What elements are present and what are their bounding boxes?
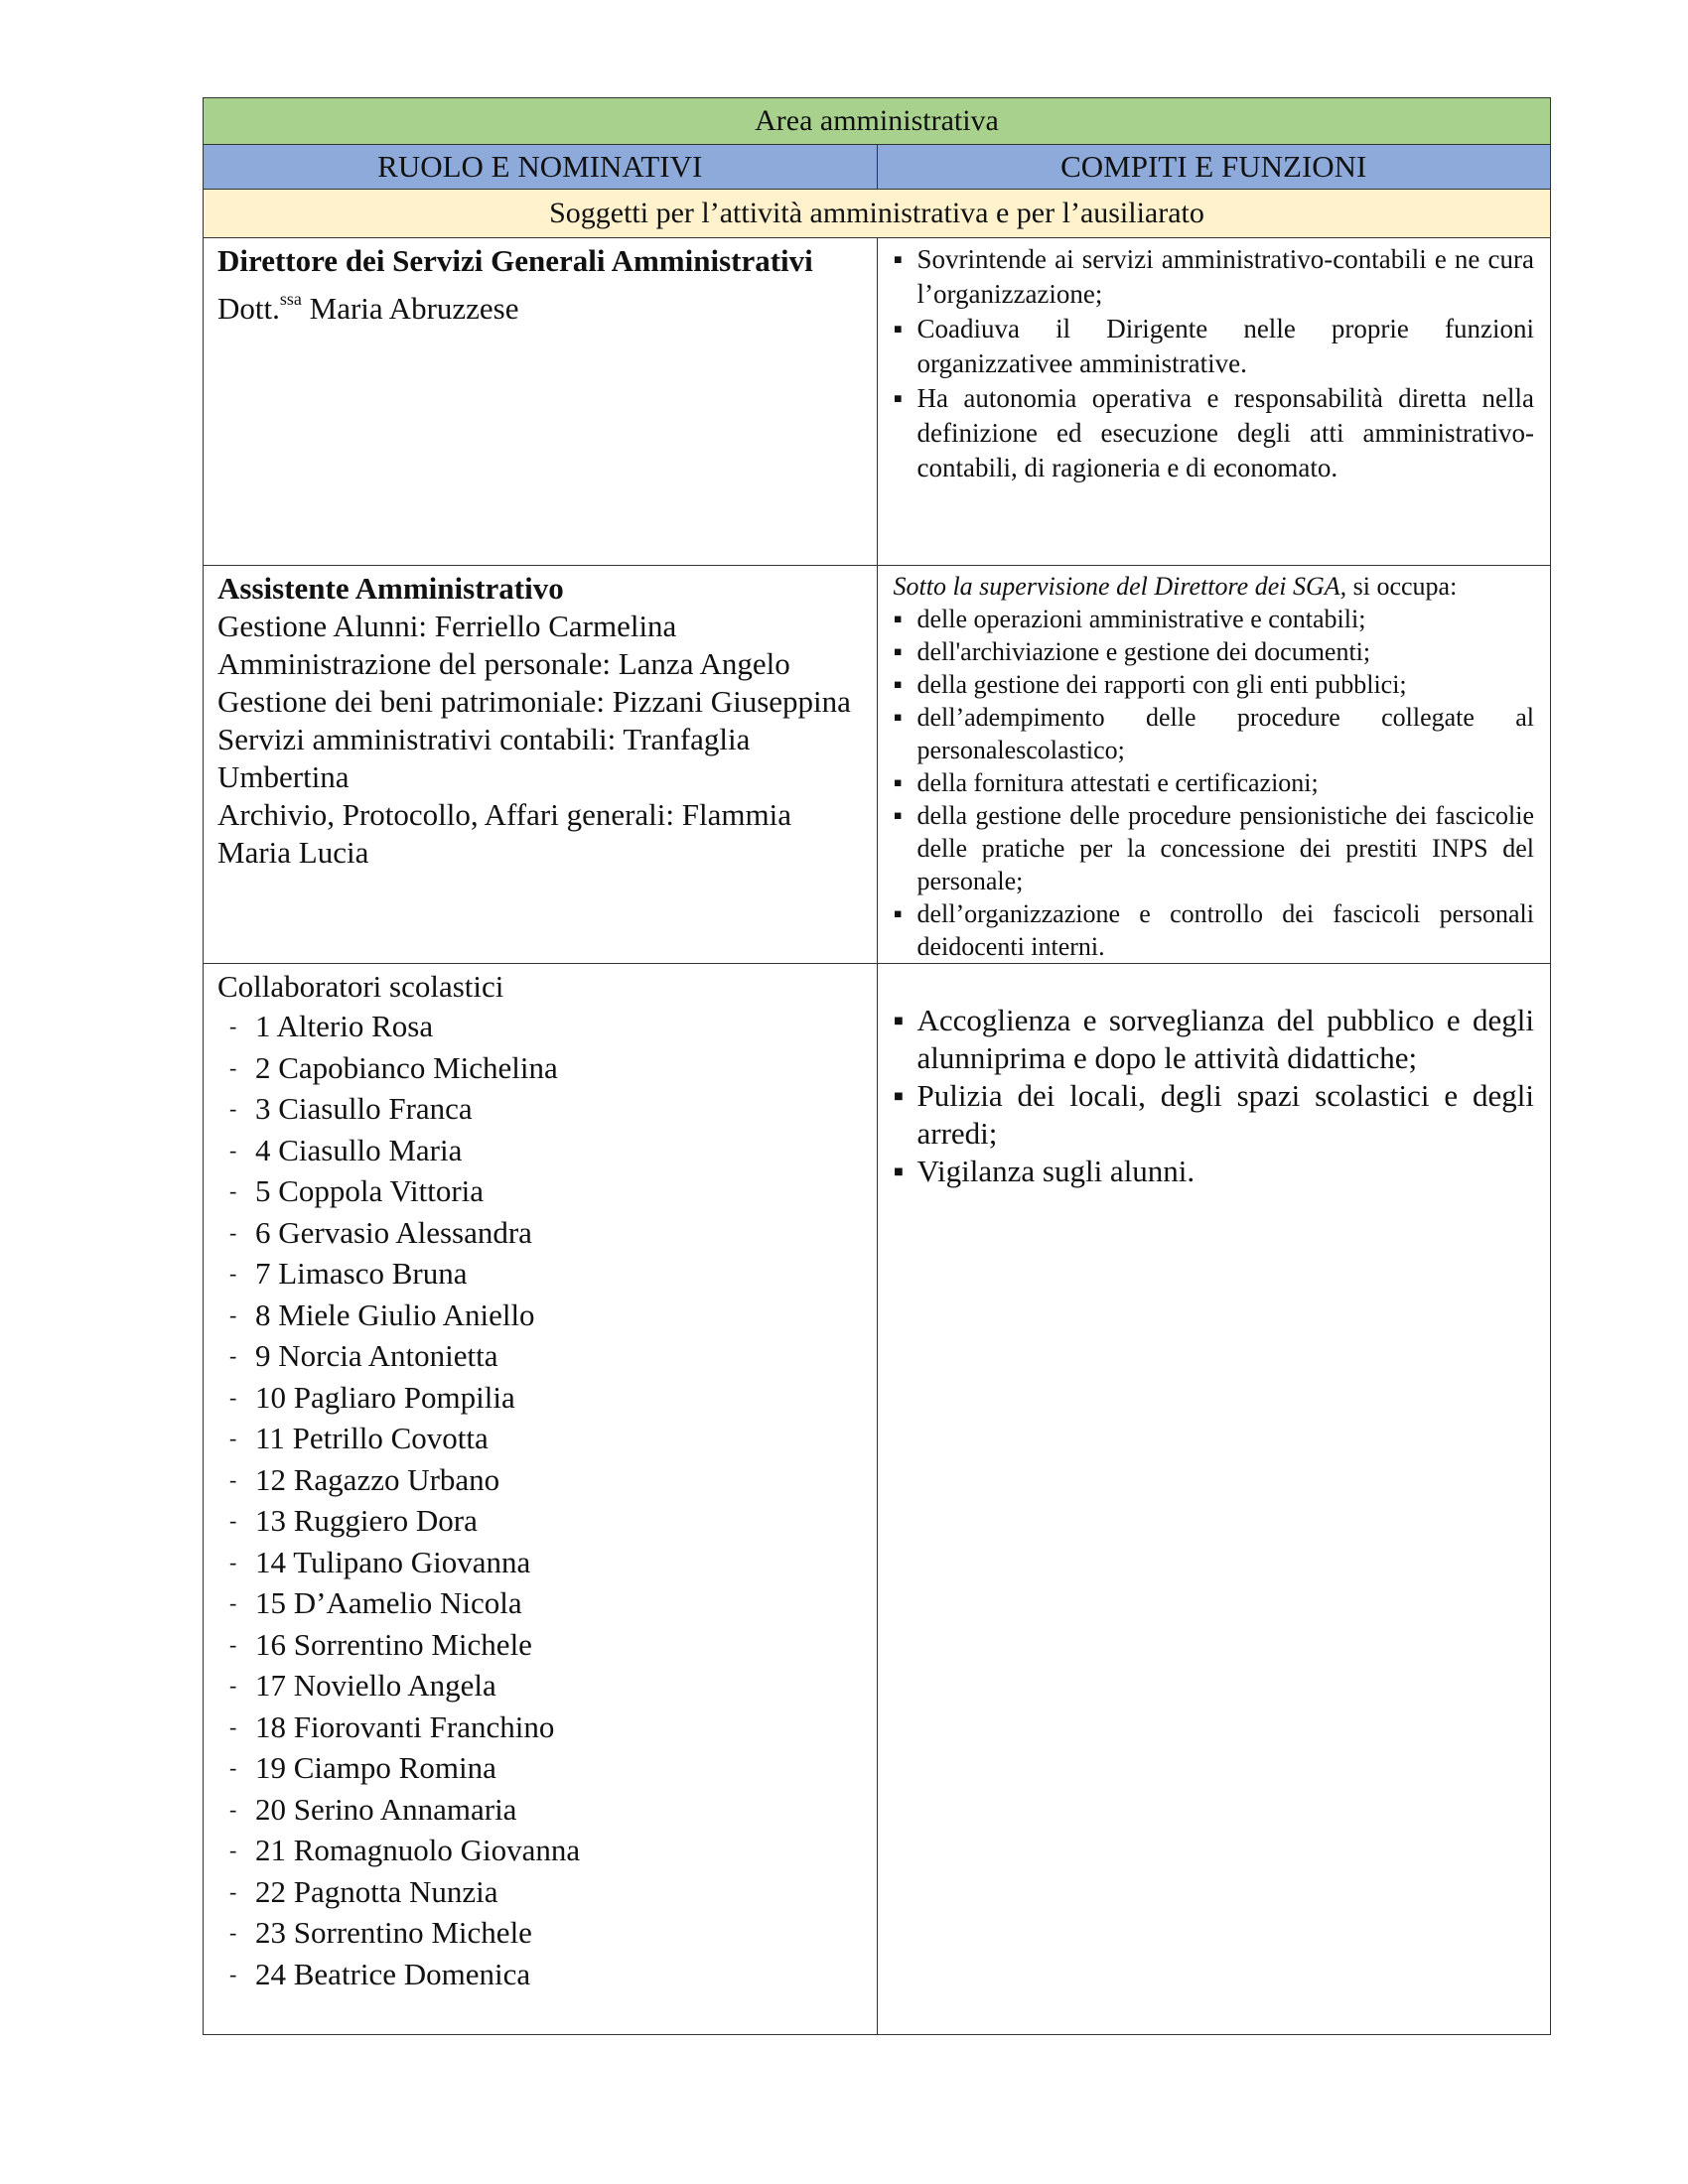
list-item: Gestione Alunni: Ferriello Carmelina — [217, 609, 677, 643]
assistente-role-cell — [204, 566, 878, 964]
assistente-role-title: Assistente Amministrativo — [217, 571, 564, 606]
collaboratori-tasks-cell — [877, 964, 1551, 2035]
dsga-role-title: Direttore dei Servizi Generali Amministrativi — [217, 243, 813, 278]
list-item: - 19 Ciampo Romina — [217, 1747, 863, 1789]
list-item: - 18 Fiorovanti Franchino — [217, 1706, 863, 1748]
list-item: ▪ Accoglienza e sorveglianza del pubblico e degli alunniprima e dopo le attività didattiche; — [894, 1002, 1535, 1077]
dsga-task-list — [894, 242, 1535, 485]
list-item: - 23 Sorrentino Michele — [217, 1912, 863, 1954]
list-item: - 17 Noviello Angela — [217, 1665, 863, 1706]
list-item: ▪ della gestione delle procedure pensionistiche dei fascicolie delle pratiche per la concessione dei prestiti INPS del personale; — [894, 799, 1535, 897]
list-item: - 8 Miele Giulio Aniello — [217, 1295, 863, 1336]
list-item: - 22 Pagnotta Nunzia — [217, 1871, 863, 1913]
list-item: Amministrazione del personale: Lanza Angelo — [217, 646, 790, 681]
roles-table — [203, 97, 1551, 2035]
list-item: - 6 Gervasio Alessandra — [217, 1212, 863, 1254]
list-item: - 21 Romagnuolo Giovanna — [217, 1830, 863, 1871]
list-item: ▪ Pulizia dei locali, degli spazi scolastici e degli arredi; — [894, 1077, 1535, 1153]
list-item: ▪ dell’adempimento delle procedure collegate al personalescolastico; — [894, 701, 1535, 766]
list-item: ▪ Sovrintende ai servizi amministrativo-contabili e ne cura l’organizzazione; — [894, 242, 1535, 312]
list-item: ▪ dell’organizzazione e controllo dei fascicoli personali deidocenti interni. — [894, 897, 1535, 963]
list-item: - 1 Alterio Rosa — [217, 1006, 863, 1047]
list-item: Gestione dei beni patrimoniale: Pizzani Giuseppina — [217, 684, 851, 719]
list-item: - 12 Ragazzo Urbano — [217, 1459, 863, 1501]
list-item: ▪ della fornitura attestati e certificazioni; — [894, 766, 1535, 799]
list-item: - 5 Coppola Vittoria — [217, 1170, 863, 1212]
list-item: - 9 Norcia Antonietta — [217, 1335, 863, 1377]
list-item: ▪ Ha autonomia operativa e responsabilità diretta nella definizione ed esecuzione degli atti amministrativo- contabili, di ragioneria e di economato. — [894, 381, 1535, 485]
list-item: - 4 Ciasullo Maria — [217, 1130, 863, 1171]
table-row-dsga — [204, 238, 1551, 566]
list-item: - 13 Ruggiero Dora — [217, 1500, 863, 1542]
list-item: Archivio, Protocollo, Affari generali: Flammia Maria Lucia — [217, 797, 791, 870]
collaboratori-title: Collaboratori scolastici — [217, 969, 504, 1004]
list-item: ▪ dell'archiviazione e gestione dei documenti; — [894, 635, 1535, 668]
list-item: - 11 Petrillo Covotta — [217, 1418, 863, 1459]
table-row-collaboratori — [204, 964, 1551, 2035]
section-subheader: Soggetti per l’attività amministrativa e per l’ausiliarato — [204, 190, 1551, 238]
assistente-intro-italic: Sotto la supervisione del Direttore dei SGA, — [893, 572, 1347, 601]
list-item: - 2 Capobianco Michelina — [217, 1047, 863, 1089]
list-item: - 14 Tulipano Giovanna — [217, 1542, 863, 1583]
dsga-name: Maria Abruzzese — [301, 291, 519, 326]
list-item: ▪ Vigilanza sugli alunni. — [894, 1153, 1535, 1190]
collaboratori-task-list — [894, 1002, 1535, 1190]
list-item: - 3 Ciasullo Franca — [217, 1088, 863, 1130]
dsga-tasks-cell — [877, 238, 1551, 566]
list-item: ▪ Coadiuva il Dirigente nelle proprie funzioni organizzativee amministrative. — [894, 312, 1535, 381]
dsga-title-sup: ssa — [279, 289, 302, 309]
assistente-intro-rest: si occupa: — [1346, 572, 1458, 601]
column-header-roles: RUOLO E NOMINATIVI — [204, 145, 878, 190]
table-row-assistente — [204, 566, 1551, 964]
dsga-role-cell — [204, 238, 878, 566]
dsga-title-prefix: Dott. — [217, 291, 280, 326]
dsga-person — [217, 280, 863, 328]
collaboratori-name-list — [217, 1006, 863, 1994]
list-item: - 15 D’Aamelio Nicola — [217, 1582, 863, 1624]
assistente-tasks-cell — [877, 566, 1551, 964]
list-item: - 7 Limasco Bruna — [217, 1253, 863, 1295]
list-item: ▪ della gestione dei rapporti con gli enti pubblici; — [894, 668, 1535, 701]
list-item: ▪ delle operazioni amministrative e contabili; — [894, 603, 1535, 635]
list-item: Servizi amministrativi contabili: Tranfaglia Umbertina — [217, 722, 751, 794]
collaboratori-role-cell — [204, 964, 878, 2035]
assistente-intro — [894, 570, 1535, 603]
assistente-task-list — [894, 603, 1535, 963]
column-header-tasks: COMPITI E FUNZIONI — [877, 145, 1551, 190]
list-item: - 16 Sorrentino Michele — [217, 1624, 863, 1666]
area-title: Area amministrativa — [204, 98, 1551, 145]
list-item: - 10 Pagliaro Pompilia — [217, 1377, 863, 1419]
list-item: - 20 Serino Annamaria — [217, 1789, 863, 1831]
list-item: - 24 Beatrice Domenica — [217, 1954, 863, 1995]
